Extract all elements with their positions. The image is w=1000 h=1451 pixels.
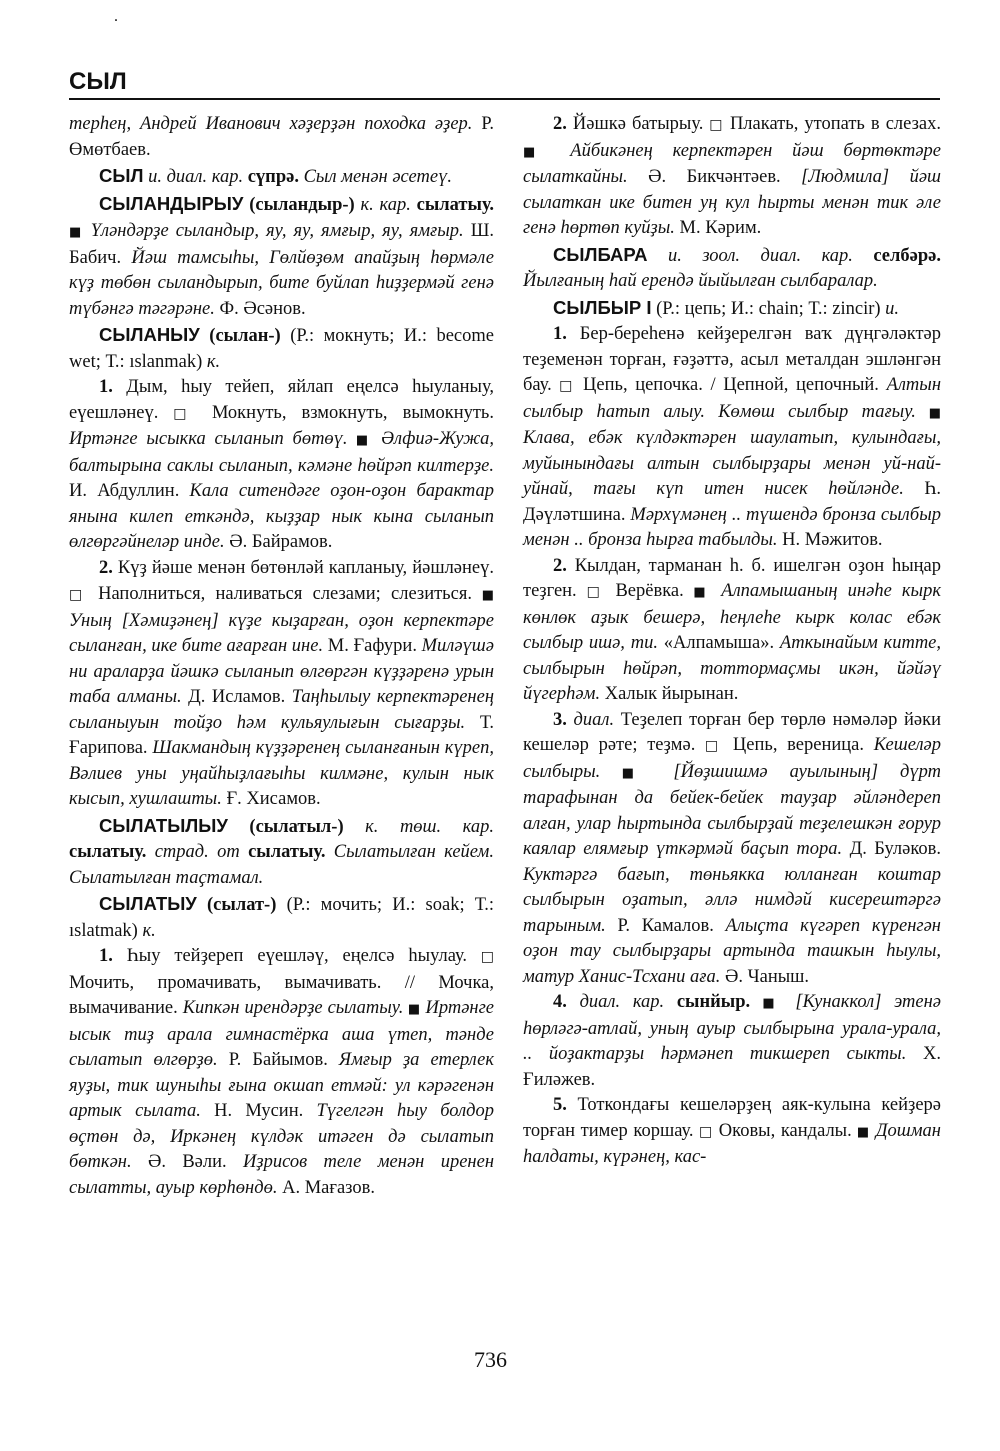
italic-text: Шакмандың күҙҙәренең сыланғанын күреп, Вәлиев уны уңайһыҙлағыһы килмәне, кулын нык кысып, хушлашты. [69,738,494,809]
plain-text: Р. Байымов. [217,1050,328,1070]
bold-text: (сылатыл-) [227,816,344,837]
plain-text: Р. Камалов. [605,915,714,936]
plain-text: Т. Ғарипова. [69,712,494,758]
dictionary-paragraph [523,990,941,1093]
headword: СЫЛАТЫЛЫУ [99,814,228,836]
italic-text: терһең, Андрей Иванович хәҙерҙән походка әҙер. [69,114,473,134]
italic-text: и. диал. кар. [143,167,248,187]
plain-text: Халык йырынан. [600,684,739,704]
dictionary-paragraph [523,322,941,554]
italic-text: Дошман һалдаты, күрәнең, кас- [523,1120,941,1167]
running-header: СЫЛ [69,68,127,95]
italic-text: Мәрхүмәнең .. түшендә бронза сылбыр менән .. бронза һырға табылды. [523,504,941,550]
plain-text: Цепь, цепочка. / Цепной, цепочный. [575,375,879,395]
stray-dot: . [114,8,118,25]
plain-text: Плакать, утопать в слезах. [723,114,941,134]
plain-text: Цепь, вереница. [723,735,865,755]
plain-text: Күҙ йәше менән бөтөнләй капланыу, йәшләнеү. [112,557,494,578]
bold-text: 1. [99,377,113,397]
italic-text: Йылғаның һай ерендә йыйылған сылбаралар. [523,271,878,291]
example-marker: ■ [347,433,373,448]
translation-marker: □ [158,405,197,422]
bold-text: 2. [99,557,113,578]
italic-text: страд. от [146,842,249,862]
bold-text: 3. [553,709,567,730]
italic-text: к. [202,351,221,372]
header-rule [69,98,940,100]
page-number: 736 [474,1347,507,1372]
dictionary-paragraph [69,191,494,323]
dictionary-paragraph [69,891,494,944]
italic-text: и. зоол. диал. кар. [647,245,874,266]
italic-text: Иртәнге ысыкка сыланып бөтөү. [69,429,348,449]
italic-text: Ямғыр ҙа етерлек яуҙы, тик шуныһы ғына окшап етмәй: ул кәрәгенән артык сылата. [69,1050,494,1121]
headword: СЫЛБАРА [553,243,648,265]
plain-text: А. Мағазов. [277,1177,375,1198]
dictionary-paragraph [523,708,941,991]
example-marker: ■ [915,405,941,421]
dictionary-paragraph [523,1093,941,1171]
plain-text: Тоткондағы кешеләрҙең аяк-кулына кейҙерә торған тимер коршау. [523,1095,941,1141]
italic-text: Кала ситендәге оҙон-оҙон барактар янына килеп еткәндә, кыҙҙар нык кына сыланып өлгөргәйнеләр инде. [69,481,494,552]
dictionary-paragraph [69,944,494,1201]
italic-text: Иҙрисов теле менән иренен сылатты, ауыр көрһөндө. [69,1152,494,1198]
italic-text: Түгелгән һыу болдор өҫтөн дә, Иркәнең күлдәк итәген дә сылатып бөткән. [69,1101,494,1172]
italic-text: к. [137,920,156,941]
plain-text: Ғ. Хисамов. [221,789,321,809]
dictionary-paragraph [69,556,494,813]
italic-text: Үләндәрҙе сыландыр, яу, яу, ямғыр, яу, ямғыр. [83,221,464,241]
bold-text: сүпрә. [247,167,299,187]
headword: СЫЛ [99,165,144,186]
plain-text: Һыу тейҙереп еүешләү, еңелсә һыулау. [112,946,468,966]
translation-marker: □ [695,738,724,754]
plain-text: И. Абдуллин. [69,481,180,501]
example-marker: ■ [471,588,495,603]
plain-text: Ф. Әсәнов. [214,298,306,319]
plain-text: М. Кәрим. [674,218,762,238]
bold-text: сынйыр. [676,992,751,1012]
plain-text: Дым, һыу тейеп, яйлап еңелсә һыуланыу, еүешләнеү. [69,377,494,423]
plain-text: Һ. Дәүләтшина. [523,479,941,525]
bold-text: (сылат-) [196,895,277,915]
translation-marker: □ [693,1123,714,1140]
italic-text: к. кар. [354,194,411,215]
plain-text: Ә. Бикчәнтәев. [627,167,781,187]
plain-text: Мочить, промачивать, вымачивать. // Мочка, вымачивание. [69,972,494,1018]
example-marker: ■ [851,1124,871,1140]
plain-text: Наполниться, наливаться слезами; слезиться. [87,584,472,604]
plain-text: Мокнуть, взмокнуть, вымокнуть. [196,402,494,423]
translation-marker: □ [69,587,88,603]
dictionary-paragraph [69,163,494,191]
dictionary-paragraph [523,554,941,708]
plain-text: Н. Мусин. [200,1101,304,1121]
example-marker: ■ [69,225,84,240]
bold-text: 2. [553,114,567,134]
italic-text: [Людмила] йәш сылаткан ике битен уң кул һырты менән тик әле генә һөртөп куйҙы. [523,167,941,238]
italic-text: Йәш тамсыһы, Гөлйөҙөм апайҙың һөрмәле күҙ төбөн сыландырып, бите буйлап һиҙҙермәй генә түбәнгә тәгәрәне. [69,247,494,319]
plain-text: Д. Буләков. [842,839,941,859]
plain-text: Х. Ғиләжев. [523,1044,941,1090]
italic-text: диал. кар. [566,992,677,1012]
translation-marker: □ [703,117,724,133]
plain-text: Р. Өмөтбаев. [69,114,494,160]
plain-text: Оковы, кандалы. [713,1120,852,1141]
italic-text: Алпамышаның инәһе кырк көнлөк аҙык бешерә, һеңлеһе кырк колас ебәк сылбыр ишә, ти. [523,581,941,653]
italic-text: Сылатылған кейем. Сылатылған таҫтамал. [69,842,494,888]
example-marker: ■ [403,1002,421,1017]
headword: СЫЛАТЫУ [99,893,197,914]
italic-text: Уның [Хәмиҙәнең] күҙе кыҙарған, оҙон керпектәре сыланған, ике бите ағарған ине. [69,610,494,656]
dictionary-paragraph [69,322,494,375]
plain-text: (Р.: мочить; И.: soak; Т.: ıslatmak) [69,895,495,941]
italic-text: диал. [566,709,615,730]
italic-text: Иртәнге ысык тиҙ арала гимнастёрка аша үтеп, тәнде сылатып өлгөрҙө. [69,998,495,1070]
example-marker: ■ [683,585,712,600]
left-column [69,112,494,1201]
italic-text: Сыл менән әсетеү. [298,167,452,187]
italic-text: [Кунаккол] этенә һөрләгә-атлай, уның ауыр сылбырына урала-урала, .. йоҙактарҙы һәрмәнеп тикшереп сыкты. [523,992,941,1064]
italic-text: [Йөҙшишмә ауылының] дүрт тарафынан да бейек-бейек тауҙар әйләндереп алған, улар һыртында сылбырҙай теҙелешкән ғорур каялар елямғыр үткәрмәй баҫып тора. [523,761,941,859]
plain-text: Н. Мәжитов. [777,530,883,550]
italic-text: Куктәргә бағып, төньякка юлланған коштар сылбырын оҙатып, әллә нимдәй кисерештәргә тарыным. [523,864,941,936]
bold-text: (сыландыр-) [243,194,355,215]
plain-text: Ш. Бабич. [69,221,494,268]
headword: СЫЛАНДЫРЫУ [99,192,244,214]
plain-text: Верёвка. [605,581,684,601]
translation-marker: □ [551,378,576,394]
plain-text: Ә. Вәли. [131,1152,227,1172]
italic-text: Миләүшә ни араларҙа йәшкә сыланып өлгөргән күҙҙәренә урын таба алманы. [69,636,494,707]
plain-text: (Р.: мокнуть; И.: become wet; Т.: ıslanmak) [69,326,494,372]
plain-text: (Р.: цепь; И.: chain; Т.: zincir) [651,298,881,319]
dictionary-paragraph [69,375,494,556]
translation-marker: □ [576,584,606,600]
bold-text: сылатыу. [69,842,147,862]
example-marker: ■ [523,144,551,160]
bold-text: (сылан-) [199,326,281,346]
italic-text: к. төш. кар. [343,816,494,837]
italic-text: Таңһылыу керпектәренең сыланыуын тойҙо һәм кульяулығын сығарҙы. [69,687,494,733]
right-column [523,112,941,1171]
plain-text: М. Ғафури. [323,636,417,656]
italic-text: Кипкән ирендәрҙе сылатыу. [177,998,404,1018]
plain-text: Йәшкә батырыу. [566,114,704,134]
plain-text: Теҙелеп торған бер төрлө нәмәләр йәки кешеләр рәте; теҙмә. [523,709,941,755]
italic-text: Алтын сылбыр һатып алыу. Көмөш сылбыр тағыу. [523,375,941,422]
plain-text: Ә. Чаныш. [720,966,810,987]
bold-text: селбәрә. [873,245,941,266]
headword: СЫЛБЫР I [553,296,652,318]
bold-text: сылатыу. [410,194,494,215]
bold-text: сылатыу. [248,842,326,862]
italic-text: и. [880,298,900,319]
italic-text: Алыҫта күгәреп күренгән оҙон тау сылбырҙары артында ташкын һыулы, матур Ханис-Тсхани ағa. [523,915,941,987]
plain-text: Ә. Байрамов. [224,532,333,552]
translation-marker: □ [467,949,494,965]
dictionary-paragraph [523,295,941,323]
dictionary-paragraph [523,242,941,295]
italic-text: Кешеләр сылбыры. [523,735,942,782]
bold-text: 1. [553,324,567,344]
bold-text: 2. [553,555,567,576]
dictionary-paragraph [69,112,494,163]
plain-text: Кылдан, тарманан һ. б. ишелгән оҙон һыңар теҙген. [523,555,941,601]
example-marker: ■ [600,765,652,781]
italic-text: Клава, ебәк күлдәктәрен шаулатып, кулындағы, муйынындағы алтын сылбырҙары менән уй-най-уйнай, тағы күп итен нисек һөйләнде. [523,428,941,499]
headword: СЫЛАНЫУ [99,324,200,345]
example-marker: ■ [750,996,783,1011]
plain-text: Бер-береһенә кейҙерелгән ваҡ дүңгәләктәр теҙеменән торған, ғәҙәттә, асыл металдан эшләнгән бау. [523,324,941,395]
bold-text: 1. [99,946,113,966]
italic-text: Аткынайым китте, сылбырын һөйрәп, тоттормаҫмы икән, йәйәү йүгерһәм. [523,633,942,704]
plain-text: Д. Исламов. [181,687,286,707]
dictionary-paragraph [69,813,494,892]
italic-text: Айбикәнең керпектәрен йәш бөртөктәре сылаткайны. [523,140,941,187]
bold-text: 4. [553,992,567,1012]
dictionary-paragraph [523,112,941,242]
bold-text: 5. [553,1095,567,1115]
plain-text: «Алпамыша». [657,633,775,653]
italic-text: Әлфиә-Жужа, балтырына саклы сыланып, кәмәне һөйрәп килтерҙе. [69,429,494,476]
